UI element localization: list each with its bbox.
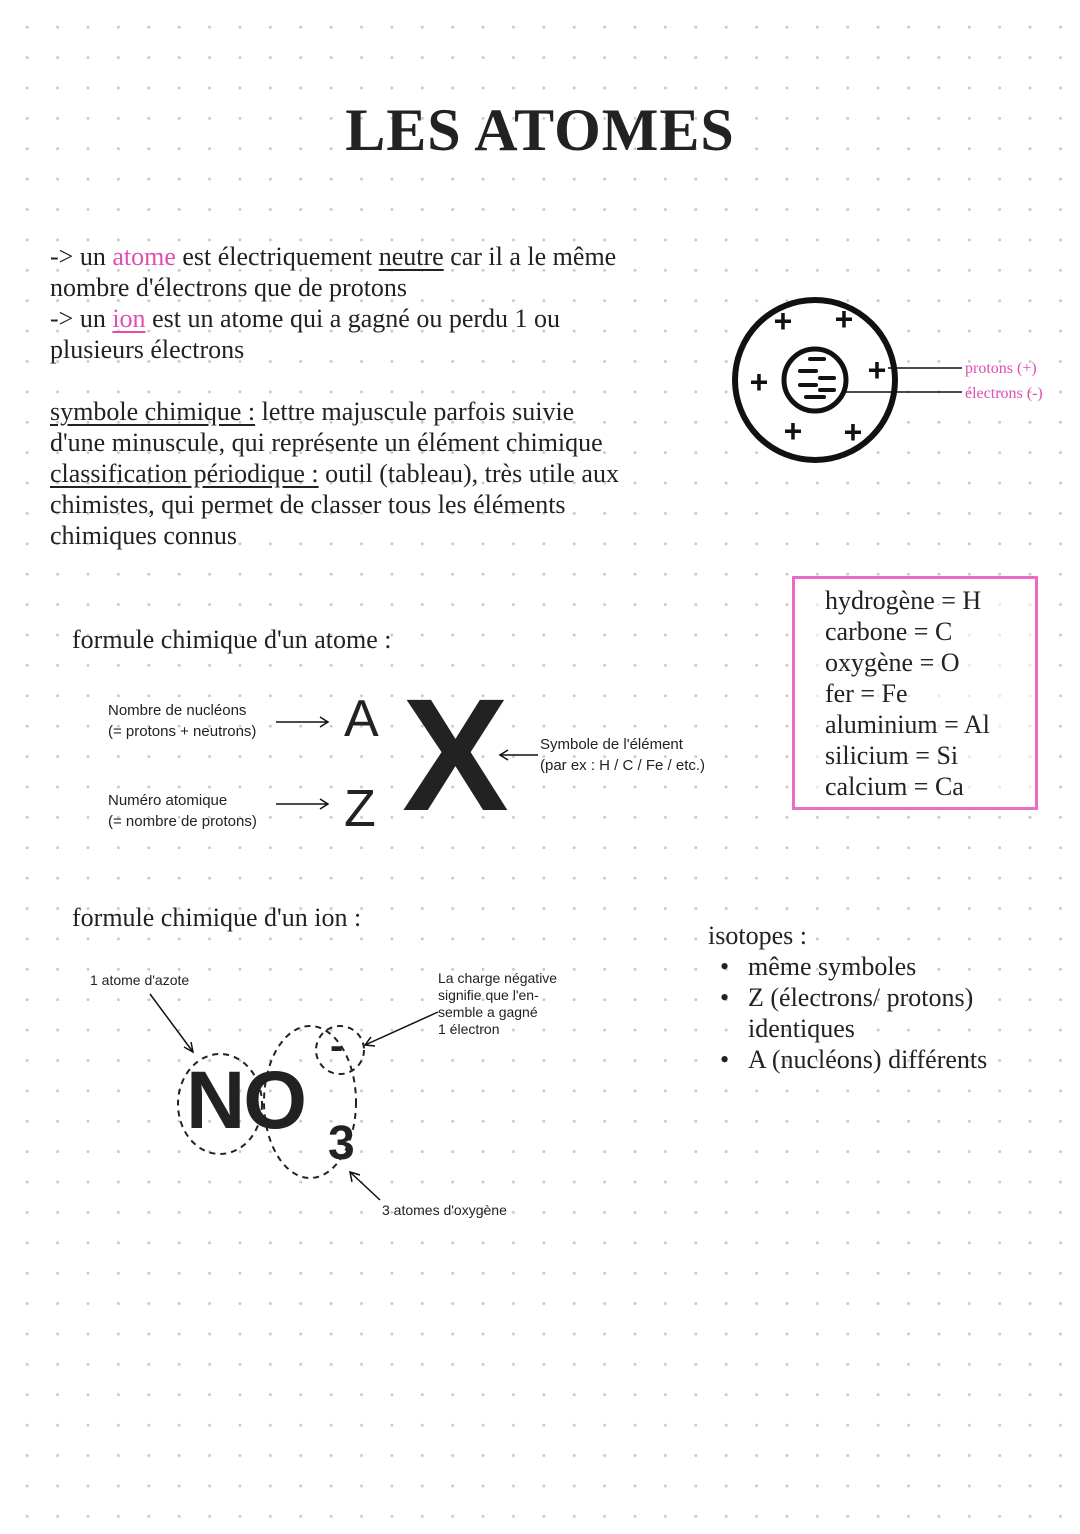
intro-line-2: nombre d'électrons que de protons <box>50 273 408 302</box>
proton-plus-4: + <box>749 364 769 400</box>
atomic-number-label: Numéro atomique (= nombre de protons) <box>108 792 257 830</box>
arrow-oxygen <box>350 1172 380 1200</box>
element-symbol-X: X <box>402 665 509 844</box>
symbol-term: symbole chimique : <box>50 397 256 426</box>
symbol-definition-line-1: symbole chimique : lettre majuscule parfois suivie <box>50 397 575 426</box>
arrow-nitrogen <box>150 994 193 1052</box>
nitrogen-label: 1 atome d'azote <box>90 972 190 988</box>
class-definition-line-3: chimiques connus <box>50 521 238 550</box>
isotopes-list <box>708 951 1068 1075</box>
ion-formula-NO: NO <box>186 1055 305 1146</box>
proton-plus-5: + <box>783 413 803 449</box>
electrons-label: électrons (-) <box>965 385 1043 402</box>
definitions <box>50 396 730 551</box>
atome-term: atome <box>112 242 176 271</box>
element-carbon: carbone = C <box>825 617 953 646</box>
page-title: LES ATOMES <box>345 97 735 163</box>
oxygen-label: 3 atomes d'oxygène <box>382 1202 507 1218</box>
list-item: • même symboles <box>748 951 1068 982</box>
ion-formula-subscript: 3 <box>328 1117 355 1170</box>
proton-plus-2: + <box>834 301 854 337</box>
element-symbols-box <box>792 576 1038 810</box>
intro-line-1: -> un atome est électriquement neutre car il a le même <box>50 242 617 271</box>
neutre-term: neutre <box>378 242 444 271</box>
intro-paragraph <box>50 241 730 365</box>
class-definition-line-1: classification périodique : outil (tableau), très utile aux <box>50 459 619 488</box>
charge-label: La charge négative signifie que l'en- semble a gagné 1 électron <box>438 970 558 1037</box>
ion-formula-heading: formule chimique d'un ion : <box>72 903 362 932</box>
list-item: • A (nucléons) différents <box>748 1044 1068 1075</box>
intro-line-3: -> un ion est un atome qui a gagné ou perdu 1 ou <box>50 304 561 333</box>
symbol-label: Symbole de l'élément (par ex : H / C / Fe / etc.) <box>540 736 706 774</box>
element-silicon: silicium = Si <box>825 741 959 770</box>
element-calcium: calcium = Ca <box>825 772 964 801</box>
isotopes-heading: isotopes : <box>708 921 807 950</box>
ion-formula-charge: - <box>330 1024 344 1068</box>
mass-number-A: A <box>344 690 379 748</box>
element-hydrogen: hydrogène = H <box>825 586 982 615</box>
element-oxygen: oxygène = O <box>825 648 960 677</box>
proton-plus-6: + <box>843 414 863 450</box>
isotopes-section <box>708 920 1068 1075</box>
ion-term: ion <box>112 304 146 333</box>
atomic-number-Z: Z <box>344 780 376 838</box>
arrow-charge <box>365 1012 438 1045</box>
atom-formula-heading: formule chimique d'un atome : <box>72 625 392 654</box>
class-definition-line-2: chimistes, qui permet de classer tous les éléments <box>50 490 566 519</box>
proton-plus-1: + <box>773 303 793 339</box>
classification-term: classification périodique : <box>50 459 319 488</box>
element-iron: fer = Fe <box>825 679 908 708</box>
nucleons-label: Nombre de nucléons (= protons + neutrons) <box>108 702 257 740</box>
element-aluminium: aluminium = Al <box>825 710 990 739</box>
atom-diagram <box>720 290 1080 490</box>
atom-formula-arrows <box>270 700 550 820</box>
protons-label: protons (+) <box>965 360 1037 377</box>
list-item: • Z (électrons/ protons) identiques <box>748 982 1068 1044</box>
intro-line-4: plusieurs électrons <box>50 335 245 364</box>
proton-plus-3: + <box>867 352 887 388</box>
symbol-definition-line-2: d'une minuscule, qui représente un élément chimique <box>50 428 603 457</box>
